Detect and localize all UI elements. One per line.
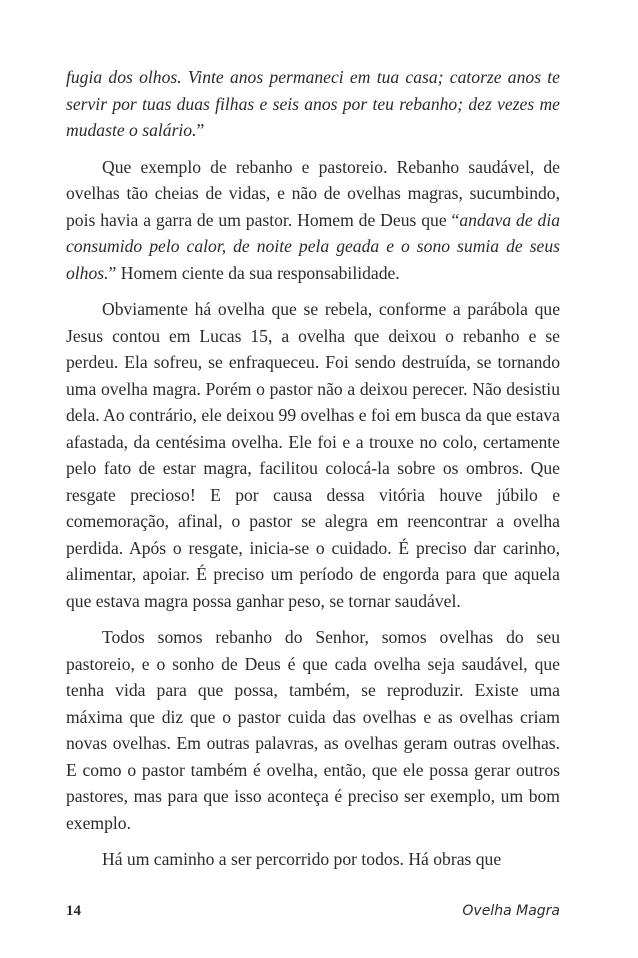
text-span: Que exemplo de rebanho e pastoreio. Rebanho saudável, de ovelhas tão cheias de vidas, e não de ovelhas magras, sucumbindo, pois havia a garra de um pastor. Homem de Deus que “: [66, 156, 560, 230]
paragraph: [66, 624, 560, 836]
text-body: [66, 64, 560, 873]
closing-quote: ”: [196, 120, 205, 140]
text-span: Todos somos rebanho do Senhor, somos ovelhas do seu pastoreio, e o sonho de Deus é que cada ovelha seja saudável, que tenha vida para que possa, também, se reproduzir. Existe uma máxima que diz que o pastor cuida das ovelhas e as ovelhas criam novas ovelhas. Em outras palavras, as ovelhas geram outras ovelhas. E como o pastor também é ovelha, então, que ele possa gerar outros pastores, mas para que isso aconteça é preciso ser exemplo, um bom exemplo.: [66, 627, 560, 833]
quote-text: fugia dos olhos. Vinte anos permaneci em tua casa; catorze anos te servir por tuas duas filhas e seis anos por teu rebanho; dez vezes me mudaste o salário.: [66, 67, 560, 140]
running-title: Ovelha Magra: [462, 903, 560, 919]
page-number: 14: [66, 903, 81, 919]
page-footer: [66, 903, 560, 927]
quote-text: andava de dia consumido pelo calor, de noite pela geada e o sono sumia de seus olhos.: [66, 209, 561, 283]
paragraph-continuation: [66, 64, 560, 144]
paragraph: [66, 846, 560, 873]
paragraph: [66, 154, 560, 287]
text-span: Há um caminho a ser percorrido por todos. Há obras que: [102, 849, 502, 869]
paragraph: [66, 296, 560, 614]
text-span: Obviamente há ovelha que se rebela, conforme a parábola que Jesus contou em Lucas 15, a ovelha que deixou o rebanho e se perdeu. Ela sofreu, se enfraqueceu. Foi sendo destruída, se tornando uma ovelha magra. Porém o pastor não a deixou perecer. Não desistiu dela. Ao contrário, ele deixou 99 ovelhas e foi em busca da que estava afastada, da centésima ovelha. Ele foi e a trouxe no colo, certamente pelo fato de estar magra, facilitou colocá-la sobre os ombros. Que resgate precioso! E por causa dessa vitória houve júbilo e comemoração, afinal, o pastor se alegra em reencontrar a ovelha perdida. Após o resgate, inicia-se o cuidado. É preciso dar carinho, alimentar, apoiar. É preciso um período de engorda para que aquela que estava magra possa ganhar peso, se tornar saudável.: [66, 299, 560, 611]
text-span: ” Homem ciente da sua responsabilidade.: [108, 262, 400, 283]
